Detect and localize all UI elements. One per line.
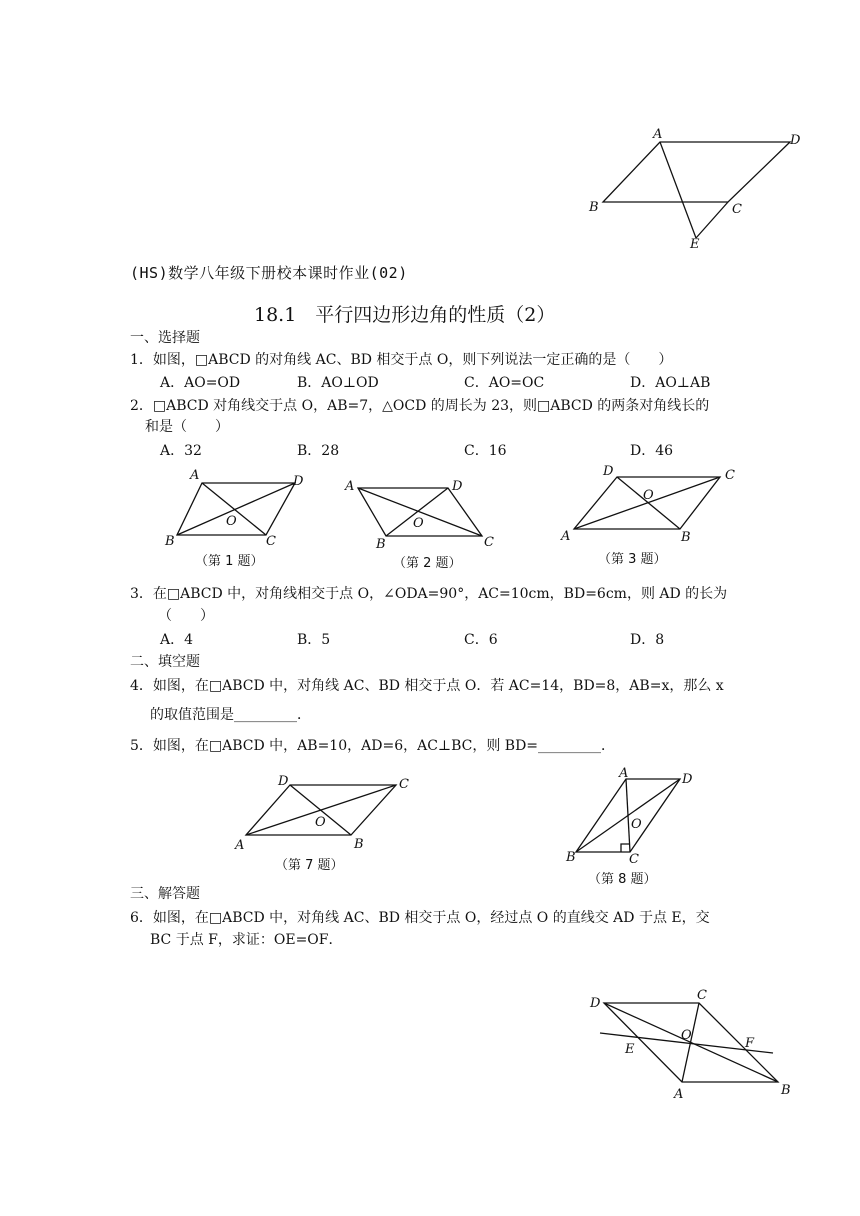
section-choice: 一、选择题 xyxy=(130,330,200,346)
fig2-label-o: O xyxy=(413,516,424,531)
fig2-label-a: A xyxy=(345,479,355,494)
q6-label-e: E xyxy=(625,1042,635,1057)
q5-text: 5．如图，在□ABCD 中，AB=10，AD=6，AC⊥BC，则 BD=_________． xyxy=(130,738,616,754)
fig1-label-d: D xyxy=(293,474,304,489)
fig2-label-b: B xyxy=(376,537,386,552)
q6-label-d: D xyxy=(590,996,601,1011)
label-d: D xyxy=(790,133,801,148)
figure-3 xyxy=(555,460,745,545)
figure-top-parallelogram xyxy=(580,120,820,260)
fig8-label-d: D xyxy=(682,772,693,787)
q1-option-a: A．AO=OD xyxy=(160,375,241,391)
fig3-label-c: C xyxy=(725,468,735,483)
q6-line1: 6．如图，在□ABCD 中，对角线 AC、BD 相交于点 O，经过点 O 的直线交 AD 于点 E，交 xyxy=(130,910,710,926)
q3-option-d: D．8 xyxy=(630,632,665,648)
fig3-label-a: A xyxy=(561,529,571,544)
fig1-label-o: O xyxy=(226,514,237,529)
fig3-label-b: B xyxy=(681,530,691,545)
q3-option-a: A．4 xyxy=(160,632,194,648)
parallelogram-abcd xyxy=(603,142,790,202)
caption-fig7: （第 7 题） xyxy=(275,858,344,873)
fig2-label-c: C xyxy=(484,535,494,550)
q3-line2: （ ） xyxy=(158,608,214,624)
label-b: B xyxy=(589,200,599,215)
fig8-diagonal-bd xyxy=(576,779,680,852)
fig3-label-d: D xyxy=(603,464,614,479)
fig7-label-a: A xyxy=(235,838,245,853)
fig3-diagonal-bd xyxy=(617,477,680,529)
caption-fig1: （第 1 题） xyxy=(195,554,264,569)
fig7-label-o: O xyxy=(315,815,326,830)
page-header: (HS)数学八年级下册校本课时作业(02) xyxy=(130,264,408,282)
figure-1 xyxy=(160,465,320,550)
q6-label-o: O xyxy=(681,1028,692,1043)
section-fill: 二、填空题 xyxy=(130,654,200,670)
fig8-label-b: B xyxy=(566,850,576,865)
caption-fig2: （第 2 题） xyxy=(393,556,462,571)
section-answer: 三、解答题 xyxy=(130,886,200,902)
fig8-right-angle-mark xyxy=(621,844,629,852)
fig1-label-c: C xyxy=(266,534,276,549)
fig7-label-b: B xyxy=(354,837,364,852)
q1-option-b: B．AO⊥OD xyxy=(297,375,379,391)
q6-label-b: B xyxy=(781,1083,791,1098)
caption-fig8: （第 8 题） xyxy=(588,872,657,887)
q4-line2: 的取值范围是_________． xyxy=(150,707,311,723)
page-title: 18.1 平行四边形边角的性质（2） xyxy=(254,304,556,326)
label-a: A xyxy=(653,127,663,142)
q2-line1: 2．□ABCD 对角线交于点 O，AB=7，△OCD 的周长为 23，则□ABCD 的两条对角线长的 xyxy=(130,398,710,414)
line-ae xyxy=(660,142,696,238)
q3-line1: 3．在□ABCD 中，对角线相交于点 O，∠ODA=90°，AC=10cm，BD=6cm，则 AD 的长为 xyxy=(130,586,728,602)
figure-q6 xyxy=(585,985,805,1105)
q2-option-d: D．46 xyxy=(630,443,674,459)
caption-fig3: （第 3 题） xyxy=(598,552,667,567)
q2-option-c: C．16 xyxy=(464,443,507,459)
q2-line2: 和是（ ） xyxy=(145,419,229,435)
figure-8 xyxy=(560,764,700,869)
fig7-label-c: C xyxy=(399,777,409,792)
q6-label-c: C xyxy=(697,988,707,1003)
line-ce xyxy=(696,202,728,238)
q3-option-c: C．6 xyxy=(464,632,498,648)
label-c: C xyxy=(732,202,742,217)
q3-option-b: B．5 xyxy=(297,632,331,648)
fig2-label-d: D xyxy=(452,479,463,494)
fig1-label-a: A xyxy=(190,468,200,483)
q6-label-a: A xyxy=(674,1087,684,1102)
q4-line1: 4．如图，在□ABCD 中，对角线 AC、BD 相交于点 O．若 AC=14，BD=8，AB=x，那么 x xyxy=(130,678,724,694)
q1-option-d: D．AO⊥AB xyxy=(630,375,711,391)
q6-line2: BC 于点 F，求证：OE=OF． xyxy=(150,932,343,948)
q1-option-c: C．AO=OC xyxy=(464,375,545,391)
fig8-label-c: C xyxy=(629,852,639,867)
fig8-label-a: A xyxy=(619,766,629,781)
fig3-label-o: O xyxy=(643,488,654,503)
fig1-label-b: B xyxy=(165,534,175,549)
figure-7 xyxy=(228,768,418,858)
q1-text: 1．如图，□ABCD 的对角线 AC、BD 相交于点 O，则下列说法一定正确的是（ ） xyxy=(130,352,673,368)
fig7-label-d: D xyxy=(278,774,289,789)
q2-option-b: B．28 xyxy=(297,443,340,459)
figure-2 xyxy=(340,470,500,555)
q2-option-a: A．32 xyxy=(160,443,202,459)
label-e: E xyxy=(690,237,700,252)
q6-label-f: F xyxy=(745,1036,755,1051)
fig8-label-o: O xyxy=(631,817,642,832)
